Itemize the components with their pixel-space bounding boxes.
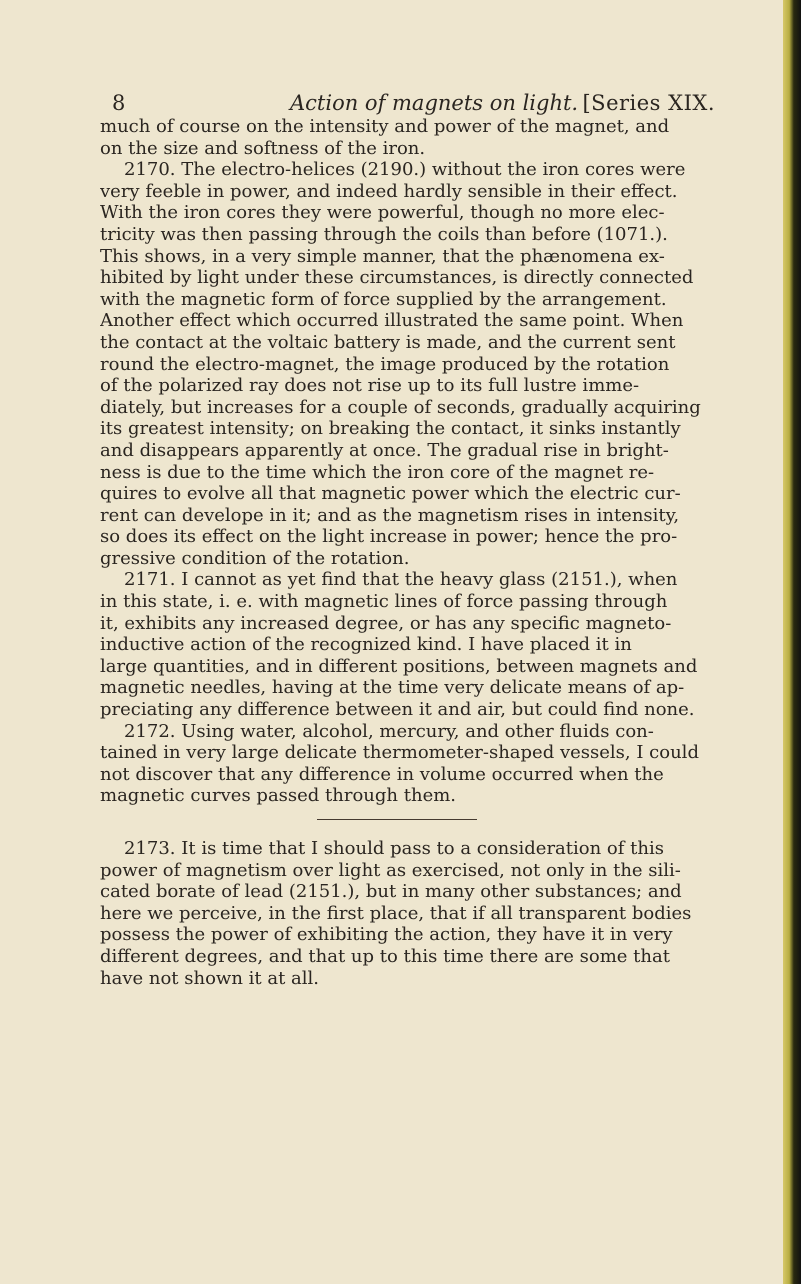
- running-title: Action of magnets on light.: [290, 91, 579, 115]
- text-line: 2170. The electro-helices (2190.) without the iron cores were: [124, 159, 686, 181]
- text-line: gressive condition of the rotation.: [100, 547, 410, 569]
- series-label: [Series XIX.: [582, 91, 715, 115]
- text-line: with the magnetic form of force supplied by the arrangement.: [100, 288, 667, 310]
- text-line: it, exhibits any increased degree, or has any specific magneto-: [100, 612, 672, 634]
- paragraph-2172: [100, 721, 715, 807]
- paragraph-2173: [100, 838, 715, 989]
- text-line: so does its effect on the light increase in power; hence the pro-: [100, 526, 678, 548]
- text-line: hibited by light under these circumstances, is directly connected: [100, 267, 694, 289]
- paragraph-2170: [100, 159, 715, 569]
- text-line: magnetic curves passed through them.: [100, 785, 457, 807]
- text-line: tricity was then passing through the coils than before (1071.).: [100, 223, 668, 245]
- text-line: in this state, i. e. with magnetic lines of force passing through: [100, 591, 668, 613]
- text-line: on the size and softness of the iron.: [100, 137, 426, 159]
- text-line: tained in very large delicate thermometer-shaped vessels, I could: [100, 742, 699, 764]
- text-line: the contact at the voltaic battery is made, and the current sent: [100, 331, 676, 353]
- text-line: ness is due to the time which the iron core of the magnet re-: [100, 461, 655, 483]
- text-line: large quantities, and in different positions, between magnets and: [100, 655, 698, 677]
- text-line: magnetic needles, having at the time very delicate means of ap-: [100, 677, 685, 699]
- text-line: inductive action of the recognized kind. I have placed it in: [100, 634, 632, 656]
- text-line: its greatest intensity; on breaking the contact, it sinks instantly: [100, 418, 681, 440]
- text-line: rent can develope in it; and as the magnetism rises in intensity,: [100, 504, 680, 526]
- text-line: diately, but increases for a couple of seconds, gradually acquiring: [100, 396, 701, 418]
- text-line: here we perceive, in the first place, that if all transparent bodies: [100, 902, 692, 924]
- text-line: This shows, in a very simple manner, that the phænomena ex-: [100, 245, 665, 267]
- text-line: Another effect which occurred illustrated the same point. When: [100, 310, 684, 332]
- section-gap: [100, 830, 715, 838]
- text-line: have not shown it at all.: [100, 967, 320, 989]
- section-divider: [317, 819, 477, 820]
- text-line: 2173. It is time that I should pass to a consideration of this: [124, 838, 664, 859]
- text-line: and disappears apparently at once. The gradual rise in bright-: [100, 439, 669, 461]
- text-line: very feeble in power, and indeed hardly sensible in their effect.: [100, 180, 678, 202]
- text-line: round the electro-magnet, the image produced by the rotation: [100, 353, 670, 375]
- text-line: 2171. I cannot as yet find that the heavy glass (2151.), when: [124, 569, 678, 591]
- text-line: of the polarized ray does not rise up to its full lustre imme-: [100, 375, 640, 397]
- page-header: [100, 90, 715, 116]
- text-line: preciating any difference between it and air, but could find none.: [100, 699, 695, 721]
- text-line: With the iron cores they were powerful, though no more elec-: [100, 202, 665, 224]
- text-line: not discover that any difference in volume occurred when the: [100, 763, 664, 785]
- body-text: [100, 116, 715, 989]
- paragraph-continuation: [100, 116, 715, 159]
- text-line: quires to evolve all that magnetic power which the electric cur-: [100, 483, 681, 505]
- text-line: cated borate of lead (2151.), but in many other substances; and: [100, 881, 682, 903]
- paragraph-2171: [100, 569, 715, 720]
- text-line: possess the power of exhibiting the action, they have it in very: [100, 924, 673, 946]
- book-binding-edge: [783, 0, 801, 1284]
- text-line: different degrees, and that up to this time there are some that: [100, 945, 670, 967]
- text-line: much of course on the intensity and power of the magnet, and: [100, 116, 670, 137]
- page-number: 8: [112, 91, 126, 115]
- text-line: power of magnetism over light as exercised, not only in the sili-: [100, 859, 681, 881]
- text-line: 2172. Using water, alcohol, mercury, and other fluids con-: [124, 720, 654, 742]
